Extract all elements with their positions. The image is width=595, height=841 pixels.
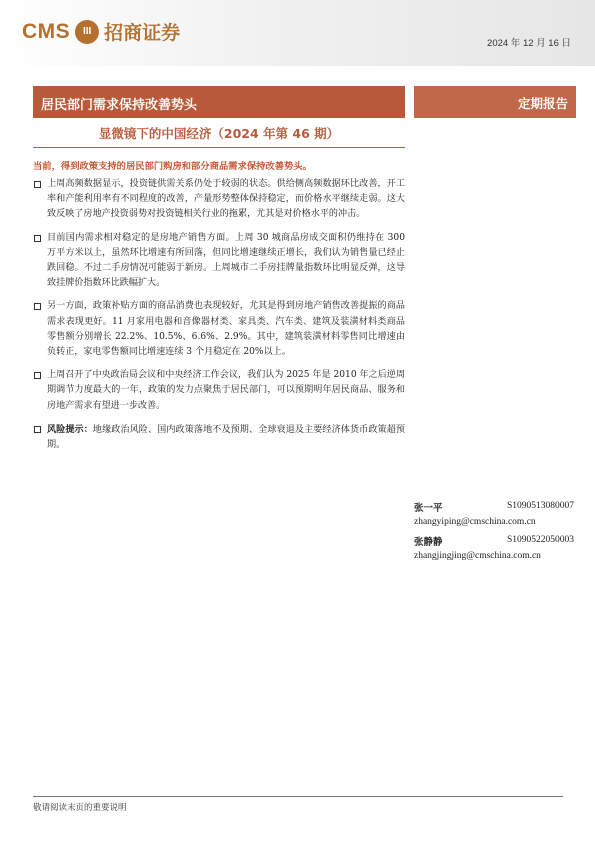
analyst-email: zhangjingjing@cmschina.com.cn (414, 551, 541, 561)
page-header (0, 0, 595, 66)
bullet-item (33, 299, 405, 360)
risk-warning-body: 地缘政治风险、国内政策落地不及预期、全球衰退及主要经济体货币政策超预期。 (47, 424, 405, 451)
checkbox-bullet-icon (34, 372, 41, 379)
bullet-text: 另一方面，政策补贴方面的商品消费也表现较好，尤其是得到房地产销售改善提振的商品需求表现更好。11 月家用电器和音像器材类、家具类、汽车类、建筑及装潢材料类商品零售额分别增长 22.2%、10.5%、6.6%、2.9%。其中，建筑装潢材料零售同比增速由负转正，家电零售额同比增速连续 3 个月稳定在 20%以上。 (47, 301, 405, 358)
checkbox-bullet-icon (34, 181, 41, 188)
cms-logo (22, 18, 180, 45)
bullet-list (33, 177, 405, 461)
analyst-entry (414, 534, 576, 568)
bullet-text: 上周召开了中央政治局会议和中央经济工作会议，我们认为 2025 年是 2010 年之后逆周期调节力度最大的一年，政策的发力点聚焦于居民部门，可以预期明年居民商品、服务和房地产需求有望进一步改善。 (47, 370, 405, 411)
risk-warning-item (33, 422, 405, 453)
checkbox-bullet-icon (34, 235, 41, 242)
logo-chinese-text: 招商证券 (104, 22, 181, 44)
checkbox-bullet-icon (34, 426, 41, 433)
bullet-text: 目前国内需求相对稳定的是房地产销售方面。上周 30 城商品房成交面积仍维持在 300 万平方米以上，虽然环比增速有所回落，但同比增速继续正增长，我们认为销售量已经止跌回稳。不过二手房情况可能弱于新房。上周城市二手房挂牌量指数环比明显反弹，这导致挂牌价指数环比跌幅扩大。 (47, 232, 405, 289)
bullet-item (33, 231, 405, 292)
bullet-text: 上周高频数据显示，投资链供需关系仍处于较弱的状态。供给侧高频数据环比改善，开工率和产能利用率有不同程度的改善，产量形势整体保持稳定，而价格水平继续走弱。这大致反映了房地产投资弱势对投资链相关行业的拖累，尤其是对价格水平的冲击。 (47, 179, 405, 220)
analyst-name: 张一平 (414, 503, 443, 514)
footer-divider (33, 796, 563, 797)
risk-warning-label: 风险提示： (47, 423, 93, 435)
report-subtitle: 显微镜下的中国经济（2024 年第 46 期） (98, 126, 340, 141)
analyst-name: 张静静 (414, 537, 443, 548)
checkbox-bullet-icon (34, 303, 41, 310)
report-type-banner (414, 86, 576, 118)
risk-warning-text (47, 422, 405, 453)
analyst-email: zhangyiping@cmschina.com.cn (414, 517, 536, 527)
report-title: 居民部门需求保持改善势头 (41, 98, 198, 113)
bullet-item (33, 368, 405, 414)
summary-text: 当前，得到政策支持的居民部门购房和部分商品需求保持改善势头。 (33, 161, 312, 172)
footer-disclaimer: 敬请阅读末页的重要说明 (33, 803, 127, 813)
logo-cms-text: CMS (22, 19, 71, 43)
analyst-license-id: S1090522050003 (506, 535, 574, 545)
logo-emblem-icon: III (75, 20, 99, 44)
subtitle-divider (33, 147, 405, 148)
title-banner (33, 86, 405, 118)
report-type-label: 定期报告 (517, 96, 568, 111)
report-date: 2024 年 12 月 16 日 (487, 38, 571, 49)
bullet-item (33, 177, 405, 223)
analyst-license-id: S1090513080007 (506, 501, 574, 511)
analyst-list (414, 500, 576, 568)
analyst-entry (414, 500, 576, 534)
